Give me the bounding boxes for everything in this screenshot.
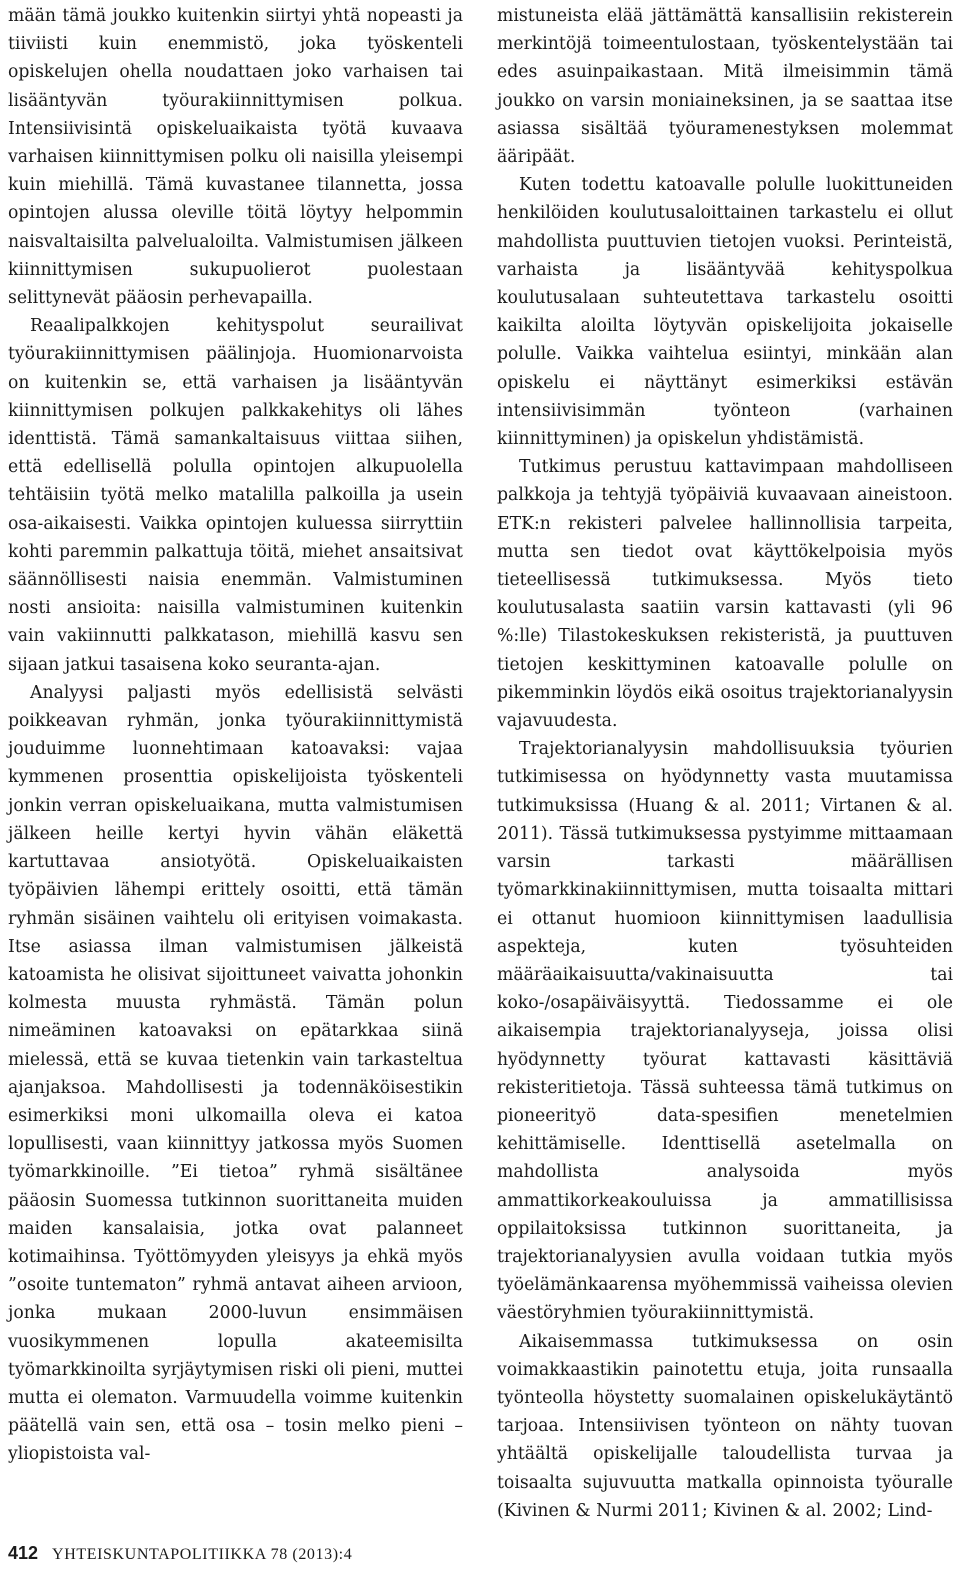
left-column	[8, 2, 463, 1469]
page-footer	[8, 1543, 352, 1564]
paragraph: mistuneista elää jättämättä kansallisiin rekisterein merkintöjä toimeentulostaan, työskentelystään tai edes asuinpaikastaan. Mitä ilmeisimmin tämä joukko on varsin moniaineksinen, ja se saattaa itse asiassa sisältää työuramenestyksen molemmat ääripäät.	[497, 6, 953, 168]
paragraph: Reaalipalkkojen kehityspolut seurailivat työurakiinnittymisen päälinjoja. Huomionarvoista on kuitenkin se, että varhaisen ja lisääntyvän kiinnittymisen polkujen palkkakehitys oli lähes identtistä. Tämä samankaltaisuus viittaa siihen, että edellisellä polulla opintojen alkupuolella tehtäisiin työtä melko matalilla palkoilla ja usein osa-aikaisesti. Vaikka opintojen kuluessa siirryttiin kohti paremmin palkattuja töitä, miehet ansaitsivat säännöllisesti naisia enemmän. Valmistuminen nosti ansioita: naisilla valmistuminen kuitenkin vain vakiinnutti palkkatason, miehillä kasvu sen sijaan jatkui tasaisena koko seuranta-ajan.	[8, 316, 463, 675]
page-number: 412	[8, 1543, 39, 1563]
paragraph: Trajektorianalyysin mahdollisuuksia työurien tutkimisessa on hyödynnetty vasta muutamissa tutkimuksissa (Huang & al. 2011; Virtanen & al. 2011). Tässä tutkimuksessa pystyimme mittaamaan varsin tarkasti määrällisen työmarkkinakiinnittymisen, mutta toisaalta mittari ei ottanut huomioon kiinnittymisen laadullisia aspekteja, kuten työsuhteiden määräaikaisuutta/vakinaisuutta tai koko-/osapäiväisyyttä. Tiedossamme ei ole aikaisempia trajektorianalyyseja, joissa olisi hyödynnetty työurat kattavasti käsittäviä rekisteritietoja. Tässä suhteessa tämä tutkimus on pioneerityö data-spesifien menetelmien kehittämiselle. Identtisellä asetelmalla on mahdollista analysoida myös ammattikorkeakouluissa ja ammatillisissa oppilaitoksissa tutkinnon suorittaneita, ja trajektorianalyysien avulla voidaan tutkia myös työelämänkaarensa myöhemmissä vaiheissa olevien väestöryhmien työurakiinnittymistä.	[497, 739, 953, 1324]
journal-citation: YHTEISKUNTAPOLITIIKKA 78 (2013):4	[52, 1546, 353, 1563]
paragraph: Aikaisemmassa tutkimuksessa on osin voimakkaastikin painotettu etuja, joita runsaalla työnteolla höystetty suomalainen opiskelukäytäntö tarjoaa. Intensiivisen työnteon on nähty tuovan yhtäältä opiskelijalle taloudellista turvaa ja toisaalta sujuvuutta matkalla opinnoista työuralle (Kivinen & Nurmi 2011; Kivinen & al. 2002; Lind-	[497, 1331, 953, 1521]
paragraph: Tutkimus perustuu kattavimpaan mahdolliseen palkkoja ja tehtyjä työpäiviä kuvaavaan aineistoon. ETK:n rekisteri palvelee hallinnollisia tarpeita, mutta sen tiedot ovat käyttökelpoisia myös tieteellisessä tutkimuksessa. Myös tieto koulutusalasta saatiin varsin kattavasti (yli 96 %:lle) Tilastokeskuksen rekisteristä, ja puuttuven tietojen keskittyminen katoavalle polulle on pikemminkin löydös eikä osoitus trajektorianalyysin vajavuudesta.	[497, 457, 953, 732]
paragraph: Kuten todettu katoavalle polulle luokittuneiden henkilöiden koulutusaloittainen tarkastelu ei ollut mahdollista puuttuvien tietojen vuoksi. Perinteistä, varhaista ja lisääntyvää kehityspolkua koulutusalaan suhteutettava tarkastelu osoitti kaikilta aloilta löytyvän opiskelijoita jokaiselle polulle. Vaikka vaihtelua esiintyi, minkään alan opiskelu ei näyttänyt esimerkiksi estävän intensiivisimmän työnteon (varhainen kiinnittyminen) ja opiskelun yhdistämistä.	[497, 175, 953, 450]
paragraph: Analyysi paljasti myös edellisistä selvästi poikkeavan ryhmän, jonka työurakiinnittymistä jouduimme luonnehtimaan katoavaksi: vajaa kymmenen prosenttia opiskelijoista työskenteli jonkin verran opiskeluaikana, mutta valmistumisen jälkeen heille kertyi hyvin vähän eläkettä kartuttavaa ansiotyötä. Opiskeluaikaisten työpäivien lähempi erittely osoitti, että tämän ryhmän sisäinen vaihtelu oli erityisen voimakasta. Itse asiassa ilman valmistumisen jälkeistä katoamista he olisivat sijoittuneet vaivatta johonkin kolmesta muusta ryhmästä. Tämän polun nimeäminen katoavaksi on epätarkkaa siinä mielessä, että se kuvaa tietenkin vain tarkasteltua ajanjaksoa. Mahdollisesti ja todennäköisestikin esimerkiksi moni ulkomailla oleva ei katoa lopullisesti, vaan kiinnittyy jatkossa myös Suomen työmarkkinoille. ”Ei tietoa” ryhmä sisältänee pääosin Suomessa tutkinnon suorittaneita muiden maiden kansalaisia, jotka ovat palanneet kotimaihinsa. Työttömyyden yleisyys ja ehkä myös ”osoite tuntematon” ryhmä antavat aiheen arvioon, jonka mukaan 2000-luvun ensimmäisen vuosikymmenen lopulla akateemisilta työmarkkinoilta syrjäytymisen riski oli pieni, muttei mutta ei olematon. Varmuudella voimme kuitenkin päätellä vain sen, että osa – tosin melko pieni – yliopistoista val-	[8, 682, 463, 1465]
right-column	[497, 2, 953, 1525]
paragraph: mään tämä joukko kuitenkin siirtyi yhtä nopeasti ja tiiviisti kuin enemmistö, joka työskenteli opiskelujen ohella noudattaen joko varhaisen tai lisääntyvän työurakiinnittymisen polkua. Intensiivisintä opiskeluaikaista työtä kuvaava varhaisen kiinnittymisen polku oli naisilla yleisempi kuin miehillä. Tämä kuvastanee tilannetta, jossa opintojen alussa oleville töitä löytyy helpommin naisvaltaisilta palvelualoilta. Valmistumisen jälkeen kiinnittymisen sukupuolierot puolestaan selittynevät pääosin perhevapailla.	[8, 6, 463, 309]
